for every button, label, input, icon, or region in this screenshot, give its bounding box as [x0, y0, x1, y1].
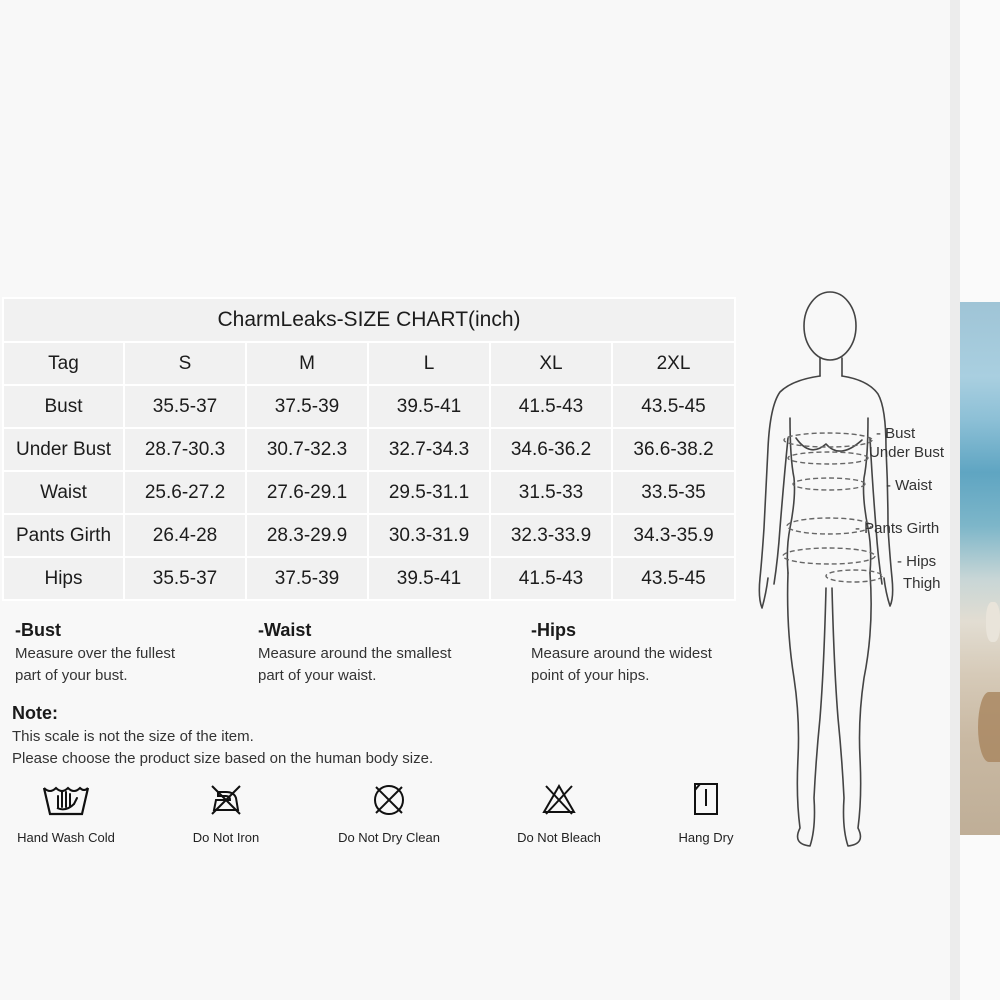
table-cell: 39.5-41 — [368, 385, 490, 428]
body-measurement-figure-icon — [750, 288, 900, 858]
table-cell: 34.6-36.2 — [490, 428, 612, 471]
waist-instruction-line: part of your waist. — [258, 667, 377, 684]
table-row — [3, 471, 735, 514]
row-label: Bust — [3, 385, 124, 428]
bust-instruction-line: part of your bust. — [15, 667, 128, 684]
table-header-row — [3, 342, 735, 385]
table-row — [3, 385, 735, 428]
table-cell: 30.3-31.9 — [368, 514, 490, 557]
no-iron-icon — [206, 780, 246, 820]
table-cell: 32.3-33.9 — [490, 514, 612, 557]
bust-instruction — [15, 620, 175, 687]
table-row — [3, 514, 735, 557]
table-cell: 43.5-45 — [612, 385, 735, 428]
waist-instruction-line: Measure around the smallest — [258, 645, 452, 662]
table-cell: 32.7-34.3 — [368, 428, 490, 471]
table-cell: 35.5-37 — [124, 557, 246, 600]
care-no-bleach — [508, 780, 610, 845]
care-no-dry-clean — [330, 780, 448, 845]
row-label: Pants Girth — [3, 514, 124, 557]
column-header: XL — [490, 342, 612, 385]
waist-instruction — [258, 620, 451, 687]
note-title: Note: — [12, 703, 58, 723]
column-header: S — [124, 342, 246, 385]
care-no-iron — [180, 780, 272, 845]
size-chart-table — [2, 297, 736, 601]
care-label: Do Not Dry Clean — [338, 830, 440, 845]
table-cell: 43.5-45 — [612, 557, 735, 600]
column-header: Tag — [3, 342, 124, 385]
note-line: This scale is not the size of the item. — [12, 728, 254, 745]
bust-instruction-line: Measure over the fullest — [15, 645, 176, 662]
table-cell: 27.6-29.1 — [246, 471, 368, 514]
image-divider — [950, 0, 960, 1000]
table-cell: 33.5-35 — [612, 471, 735, 514]
hips-instruction — [531, 620, 712, 687]
table-cell: 26.4-28 — [124, 514, 246, 557]
care-hang-dry — [668, 780, 744, 845]
table-cell: 34.3-35.9 — [612, 514, 735, 557]
care-label: Hang Dry — [678, 830, 734, 845]
column-header: L — [368, 342, 490, 385]
size-chart-title: CharmLeaks-SIZE CHART(inch) — [3, 298, 735, 342]
body-label-under-bust: Under Bust — [869, 444, 945, 461]
next-image-thumbnail[interactable] — [960, 302, 1000, 835]
body-label-waist: - Waist — [886, 477, 933, 494]
no-bleach-icon — [539, 780, 579, 820]
row-label: Waist — [3, 471, 124, 514]
note-line: Please choose the product size based on the human body size. — [12, 750, 434, 767]
hips-instruction-line: point of your hips. — [531, 667, 650, 684]
hips-instruction-title: -Hips — [531, 620, 576, 640]
hand-wash-icon — [40, 780, 92, 820]
table-cell: 39.5-41 — [368, 557, 490, 600]
table-row — [3, 557, 735, 600]
care-label: Hand Wash Cold — [17, 830, 115, 845]
table-cell: 28.3-29.9 — [246, 514, 368, 557]
size-note — [12, 703, 433, 770]
row-label: Hips — [3, 557, 124, 600]
table-cell: 28.7-30.3 — [124, 428, 246, 471]
bust-instruction-title: -Bust — [15, 620, 61, 640]
column-header: M — [246, 342, 368, 385]
table-cell: 41.5-43 — [490, 385, 612, 428]
table-cell: 41.5-43 — [490, 557, 612, 600]
table-cell: 30.7-32.3 — [246, 428, 368, 471]
table-cell: 37.5-39 — [246, 557, 368, 600]
body-label-hips: - Hips — [897, 553, 937, 570]
column-header: 2XL — [612, 342, 735, 385]
care-label: Do Not Bleach — [517, 830, 601, 845]
body-label-pants-girth: - Pants Girth — [855, 520, 940, 537]
no-dry-clean-icon — [369, 780, 409, 820]
table-cell: 35.5-37 — [124, 385, 246, 428]
body-label-thigh: Thigh — [903, 575, 941, 592]
waist-instruction-title: -Waist — [258, 620, 312, 640]
body-label-bust: - Bust — [876, 425, 916, 442]
table-cell: 29.5-31.1 — [368, 471, 490, 514]
table-cell: 25.6-27.2 — [124, 471, 246, 514]
row-label: Under Bust — [3, 428, 124, 471]
table-row — [3, 428, 735, 471]
hang-dry-icon — [686, 780, 726, 820]
table-cell: 36.6-38.2 — [612, 428, 735, 471]
table-cell: 31.5-33 — [490, 471, 612, 514]
care-hand-wash — [10, 780, 122, 845]
hips-instruction-line: Measure around the widest — [531, 645, 712, 662]
table-cell: 37.5-39 — [246, 385, 368, 428]
care-label: Do Not Iron — [192, 830, 260, 845]
